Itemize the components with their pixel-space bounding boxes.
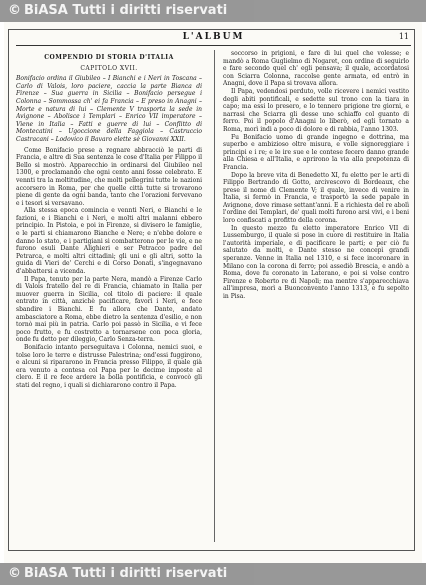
paragraph: Il Papa, vedendosi perduto, volle ricevere i nemici vestito degli abiti pontificali, e sedette sul trono con la tiara in capo; ma essi lo presero, e lo tennero prigione tre giorni, e narrasi che Sciarra gli desse uno schiaffo col guanto di ferro. Poi il popolo d'Anagni lo liberò, ed egli tornato a Roma, morì indi a poco di dolore e di rabbia, l'anno 1303. <box>223 87 409 133</box>
paragraph: Bonifacio intanto perseguitava i Colonna, nemici suoi, e tolse loro le terre e distrusse Palestrina; ond'essi fuggirono, e alcuni si ripararono in Francia presso Filippo, il quale già era venuto a contesa col Papa per le decime imposte al clero. E il re fece ardere la bolla pontificia, e convocò gli stati del regno, i quali si dichiararono contro il Papa. <box>16 343 202 389</box>
paragraph: In questo mezzo fu eletto imperatore Enrico VII di Lussemburgo, il quale si pose in cuore di restituire in Italia l'autorità imperiale, e di pacificare le parti; e per ciò fu salutato da molti, e Dante stesso ne concepì grandi speranze. Venne in Italia nel 1310, e si fece incoronare in Milano con la corona di ferro; poi assediò Brescia, e andò a Roma, dove fu coronato in Laterano, e poi si volse contro Firenze e Roberto re di Napoli; ma mentre s'apparecchiava all'impresa, morì a Buonconvento l'anno 1313, e fu sepolto in Pisa. <box>223 224 409 300</box>
copyright-icon: © <box>8 566 21 581</box>
watermark-banner-top <box>0 0 426 22</box>
right-column <box>223 50 409 542</box>
paragraph: Dopo la breve vita di Benedetto XI, fu eletto per le arti di Filippo Bertrando di Gotto, arcivescovo di Bordeaux, che prese il nome di Clemente V; il quale, invece di venire in Italia, si fermò in Francia, e trasportò la sede papale in Avignone, dove rimase settant'anni. E a richiesta del re abolì l'ordine dei Templari, de' quali molti furono arsi vivi, e i beni loro confiscati a profitto della corona. <box>223 171 409 225</box>
chapter-summary: Bonifacio ordina il Giubileo – I Bianchi e i Neri in Toscana – Carlo di Valois, loro paciere, caccia la parte Bianca di Firenze – Sua guerra in Sicilia – Bonifacio persegue i Colonna – Sommossa ch' ei fa Francia – E preso in Anagni – Morte e natura di lui – Clemente V trasporta la sede in Avignone – Abolisce i Templari – Enrico VII imperatore – Viene in Italia – Fatti e guerre di lui – Conflitto di Montecatini – Ugoccione della Faggiola – Castruccio Castracani – Lodovico il Bavaro elette sè Giovanni XXII. <box>16 75 202 143</box>
copyright-icon: © <box>8 3 21 18</box>
paragraph: Fu Bonifacio uomo di grande ingegno e dottrina, ma superbo e ambizioso oltre misura, e volle signoreggiare i principi e i re; e le ire sue e le contese fecero danno grande alla Chiesa e all'Italia, e aprirono la via alla prepotenza di Francia. <box>223 133 409 171</box>
left-column <box>16 50 202 542</box>
watermark-text: BiASA Tutti i diritti riservati <box>24 3 228 18</box>
scanned-page <box>4 22 422 563</box>
section-heading: COMPENDIO DI STORIA D'ITALIA <box>44 54 174 61</box>
paragraph: Alla stessa epoca comincia e vennti Neri, e Bianchi e le fazioni, e i Bianchi e i Neri, e molti altri malanni ebbero principio. In Pistoia, e poi in Firenze, si divisero le famiglie, e le parti si chiamarono Bianche e Nere; e n'ebbe dolore e danno lo stato, e i partigiani si combatterono per le vie, e ne furono esuli Dante Alighieri e ser Petracco padre del Petrarca, e molti altri cittadini; gli uni e gli altri, sotto la guida di Vieri de' Cerchi e di Corso Donati, s'ingegnavano d'abbattersi a vicenda. <box>16 207 202 276</box>
paragraph: Come Bonifacio prese a regnare abbracciò le parti di Francia, e altre di Sua sentenza le cose d'Italia per Filippo il Bello si mostrò. Apparecchio in ordinarsi del Giubileo nel 1300, e proclamando che ogni cento anni fosse celebrato. E vennti tra la moltitudine, che molti pellegrini tutte le nazioni accorsero in Roma, per che quelle città tutte si trovarono piene di gente da ogni banda, tanto che l'orazioni fervevano e i tesori si versavano. <box>16 146 202 207</box>
paragraph: soccorso in prigioni, e fare di lui quel che volesse; e mandò a Roma Guglielmo di Nogaret, con ordine di seguirlo e fare secondo quel ch' egli pensava; il quale, accordatosi con Sciarra Colonna, raccolse gente armata, ed entrò in Anagni, dove il Papa si trovava allora. <box>223 50 409 88</box>
page-number: 11 <box>398 32 409 41</box>
watermark-text: BiASA Tutti i diritti riservati <box>24 566 228 581</box>
watermark-banner-bottom <box>0 563 426 585</box>
column-divider <box>214 50 215 542</box>
publication-title: L'ALBUM <box>182 32 245 42</box>
chapter-heading: CAPITOLO XVII. <box>80 64 138 72</box>
paragraph: Il Papa, tenuto per la parte Nera, mandò a Firenze Carlo di Valois fratello del re di Francia, chiamato in Italia per muover guerra in Sicilia, col titolo di paciere: il quale entrato in città, anzichè pacificare, favorì i Neri, e fece sbandire i Bianchi. E fu allora che Dante, andato ambasciatore a Roma, ebbe dietro la sentenza d'esilio, e non tornò mai più in patria. Carlo poi passò in Sicilia, e vi fece poco frutto, e fu costretto a tornarsene con poca gloria, onde fu detto per dileggio, Carlo Senza-terra. <box>16 275 202 344</box>
page-header <box>16 30 411 46</box>
